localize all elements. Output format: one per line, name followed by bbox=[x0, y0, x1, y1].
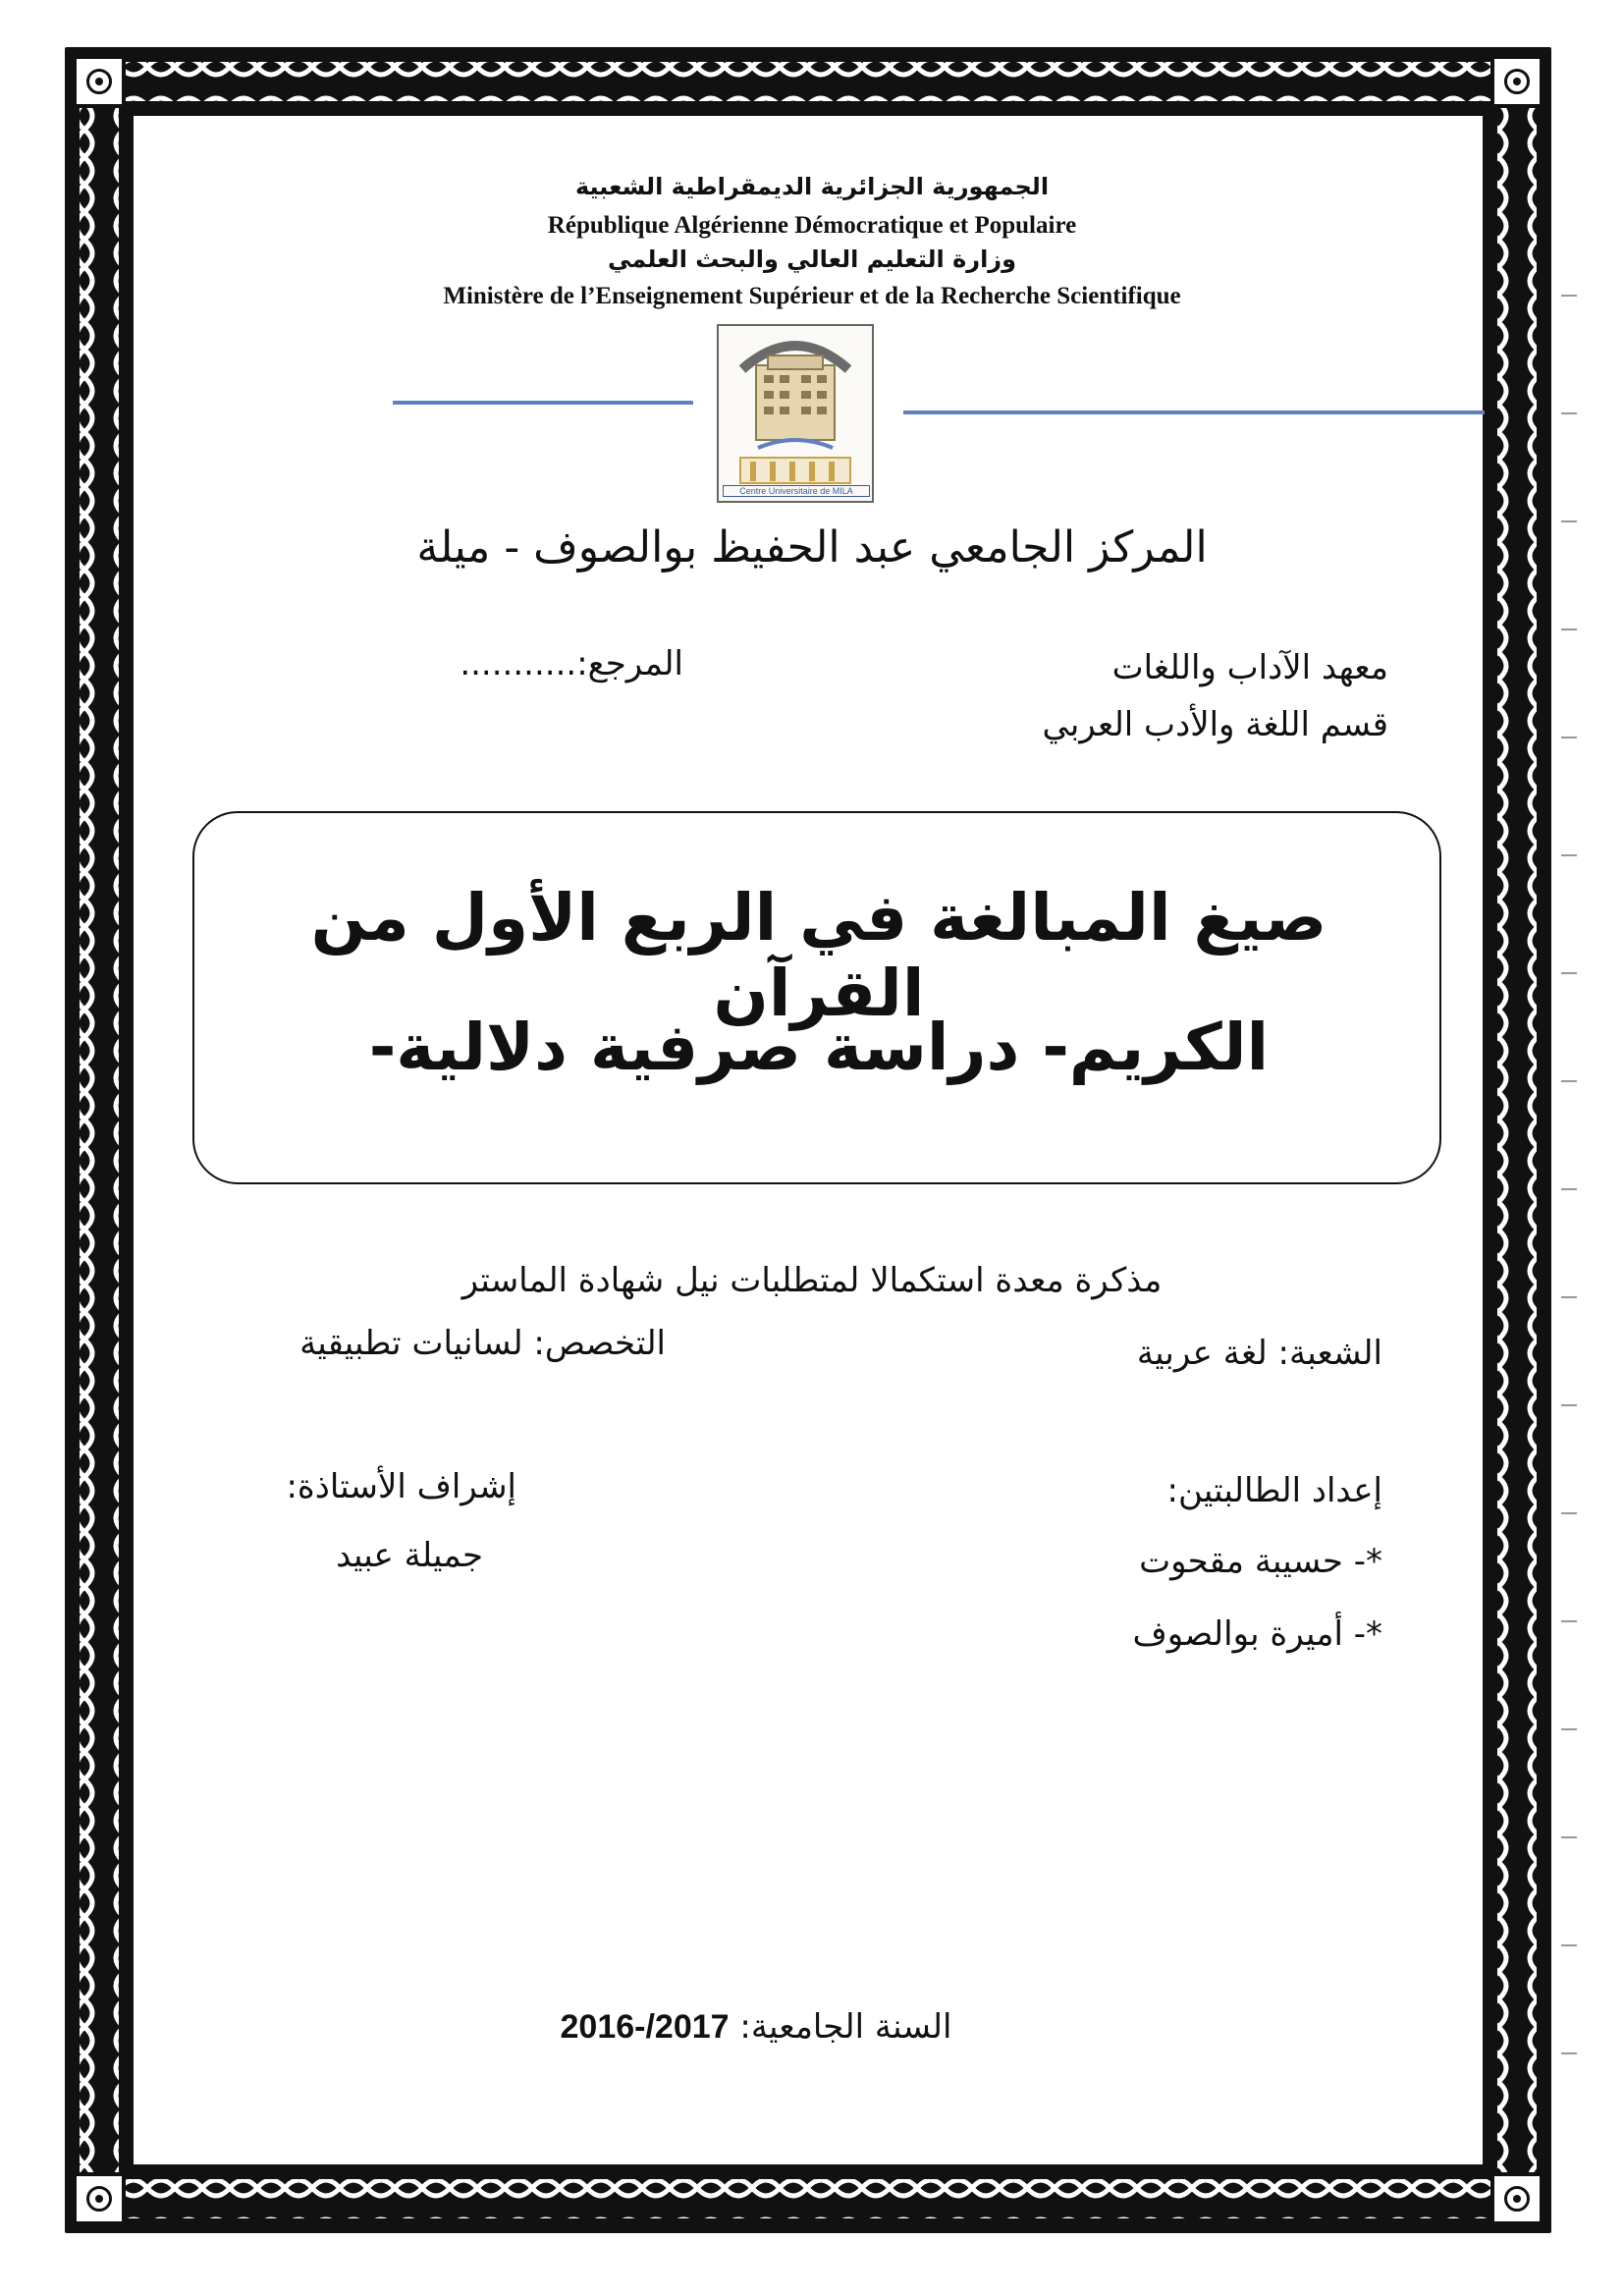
thesis-title-line1: صيغ المبالغة في الربع الأول من القرآن bbox=[310, 880, 1327, 1031]
republic-arabic: الجمهورية الجزائرية الديمقراطية الشعبية bbox=[574, 173, 1050, 200]
frame-corner-icon bbox=[1491, 2173, 1543, 2224]
thesis-branch: الشعبة: لغة عربية bbox=[1136, 1334, 1382, 1373]
university-center-name: المركز الجامعي عبد الحفيظ بوالصوف - ميلة bbox=[416, 522, 1208, 573]
ministry-french: Ministère de l’Enseignement Supérieur et de la Recherche Scientifique bbox=[443, 283, 1181, 309]
logo-graphic bbox=[719, 326, 872, 501]
scan-tick bbox=[1561, 1620, 1577, 1622]
supervisor-name: جميلة عبيد bbox=[336, 1536, 483, 1575]
scan-tick bbox=[1561, 854, 1577, 856]
scan-tick bbox=[1561, 2052, 1577, 2054]
academic-year bbox=[530, 2007, 982, 2047]
supervisor-label: إشراف الأستاذة: bbox=[286, 1467, 516, 1506]
header-rule-left bbox=[393, 401, 693, 405]
scan-tick bbox=[1561, 1944, 1577, 1946]
frame-corner-icon bbox=[74, 2173, 125, 2224]
thesis-title-line2: الكريم- دراسة صرفية دلالية- bbox=[368, 1010, 1270, 1085]
header-rule-right bbox=[903, 410, 1485, 414]
institute-name: معهد الآداب واللغات bbox=[1111, 648, 1388, 687]
scan-tick bbox=[1561, 1080, 1577, 1082]
academic-year-label: السنة الجامعية: bbox=[739, 2007, 952, 2047]
student-name: *- حسيبة مقحوت bbox=[1139, 1542, 1382, 1581]
scan-tick bbox=[1561, 1188, 1577, 1190]
student-name: *- أميرة بوالصوف bbox=[1132, 1614, 1382, 1654]
scan-tick bbox=[1561, 737, 1577, 738]
scan-tick bbox=[1561, 412, 1577, 414]
thesis-specialty: التخصص: لسانيات تطبيقية bbox=[299, 1324, 666, 1363]
scan-tick bbox=[1561, 1512, 1577, 1514]
logo-caption: Centre Universitaire de MILA bbox=[723, 485, 870, 497]
thesis-title-box bbox=[192, 811, 1441, 1184]
university-building-logo-icon bbox=[717, 324, 874, 503]
department-name: قسم اللغة والأدب العربي bbox=[1042, 705, 1388, 744]
reference-number: المرجع:........... bbox=[460, 644, 683, 683]
students-label: إعداد الطالبتين: bbox=[1166, 1471, 1382, 1510]
scan-tick bbox=[1561, 1728, 1577, 1730]
academic-year-value: 2016-/2017 bbox=[560, 2008, 730, 2046]
scan-tick bbox=[1561, 1836, 1577, 1838]
frame-corner-icon bbox=[74, 56, 125, 107]
republic-french: République Algérienne Démocratique et Populaire bbox=[547, 212, 1077, 239]
scan-tick bbox=[1561, 629, 1577, 630]
scan-tick bbox=[1561, 972, 1577, 974]
ministry-arabic: وزارة التعليم العالي والبحث العلمي bbox=[607, 246, 1017, 273]
thesis-description: مذكرة معدة استكمالا لمتطلبات نيل شهادة الماستر bbox=[461, 1261, 1163, 1300]
frame-corner-icon bbox=[1491, 56, 1543, 107]
scan-tick bbox=[1561, 1404, 1577, 1406]
